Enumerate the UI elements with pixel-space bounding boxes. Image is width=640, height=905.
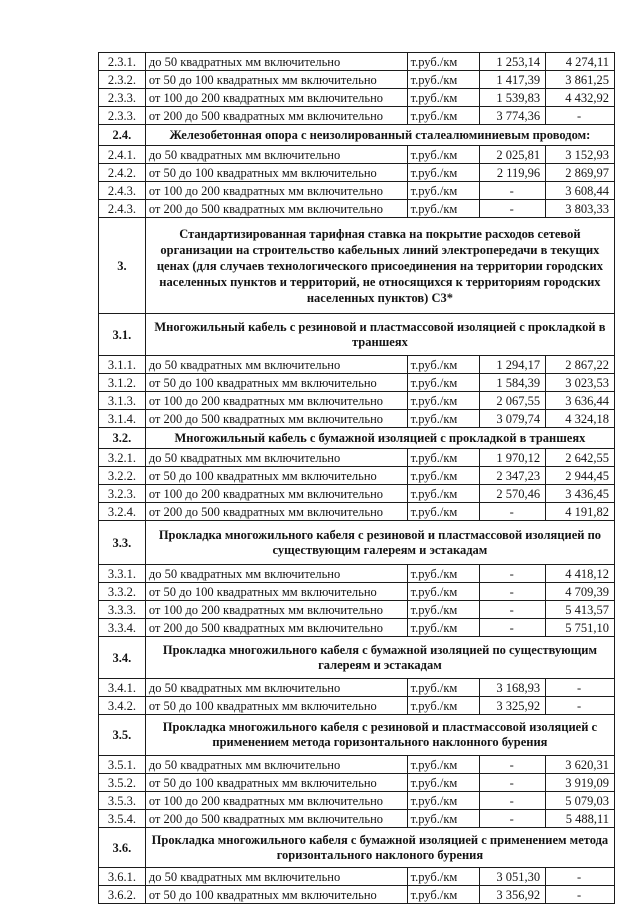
row-value-2: 2 869,97 <box>546 164 615 182</box>
row-unit: т.руб./км <box>407 164 480 182</box>
row-number: 3.2.2. <box>99 467 146 485</box>
row-value-1: - <box>480 182 546 200</box>
row-value-1: 1 970,12 <box>480 449 546 467</box>
row-value-1: - <box>480 774 546 792</box>
section-number: 2.4. <box>99 125 146 146</box>
row-number: 3.5.3. <box>99 792 146 810</box>
table-row <box>99 89 615 107</box>
row-description: от 100 до 200 квадратных мм включительно <box>145 392 407 410</box>
section-title: Многожильный кабель с резиновой и пластмассовой изоляцией с прокладкой в траншеях <box>145 314 614 356</box>
table-row <box>99 619 615 637</box>
row-description: от 100 до 200 квадратных мм включительно <box>145 485 407 503</box>
section-heading-row <box>99 715 615 756</box>
row-value-2: - <box>546 697 615 715</box>
row-number: 3.5.1. <box>99 756 146 774</box>
row-unit: т.руб./км <box>407 810 480 828</box>
row-unit: т.руб./км <box>407 679 480 697</box>
row-value-1: - <box>480 565 546 583</box>
row-number: 3.2.1. <box>99 449 146 467</box>
row-value-2: 3 803,33 <box>546 200 615 218</box>
row-value-2: 5 079,03 <box>546 792 615 810</box>
table-row <box>99 53 615 71</box>
row-number: 2.3.1. <box>99 53 146 71</box>
table-row <box>99 200 615 218</box>
row-number: 3.5.2. <box>99 774 146 792</box>
row-description: до 50 квадратных мм включительно <box>145 756 407 774</box>
row-number: 3.3.3. <box>99 601 146 619</box>
row-value-1: 2 570,46 <box>480 485 546 503</box>
table-row <box>99 449 615 467</box>
row-value-2: 2 642,55 <box>546 449 615 467</box>
table-row <box>99 182 615 200</box>
row-unit: т.руб./км <box>407 756 480 774</box>
row-number: 2.4.3. <box>99 200 146 218</box>
row-value-2: - <box>546 679 615 697</box>
row-description: от 100 до 200 квадратных мм включительно <box>145 792 407 810</box>
chapter-heading-row <box>99 218 615 314</box>
row-value-1: 3 051,30 <box>480 868 546 886</box>
section-title: Прокладка многожильного кабеля с резиновой и пластмассовой изоляцией с применением метода горизонтального наклонного бурения <box>145 715 614 756</box>
row-value-2: 3 608,44 <box>546 182 615 200</box>
row-value-2: 4 191,82 <box>546 503 615 521</box>
row-number: 2.4.1. <box>99 146 146 164</box>
row-value-1: 2 025,81 <box>480 146 546 164</box>
row-value-2: 5 488,11 <box>546 810 615 828</box>
row-description: от 50 до 100 квадратных мм включительно <box>145 886 407 904</box>
table-row <box>99 107 615 125</box>
row-description: от 50 до 100 квадратных мм включительно <box>145 583 407 601</box>
row-unit: т.руб./км <box>407 503 480 521</box>
row-value-1: 1 253,14 <box>480 53 546 71</box>
row-number: 3.4.2. <box>99 697 146 715</box>
row-number: 2.3.3. <box>99 89 146 107</box>
row-value-1: - <box>480 503 546 521</box>
row-unit: т.руб./км <box>407 467 480 485</box>
row-description: от 200 до 500 квадратных мм включительно <box>145 503 407 521</box>
row-unit: т.руб./км <box>407 146 480 164</box>
row-description: от 100 до 200 квадратных мм включительно <box>145 601 407 619</box>
row-number: 2.4.3. <box>99 182 146 200</box>
row-value-2: - <box>546 886 615 904</box>
row-number: 2.3.2. <box>99 71 146 89</box>
row-number: 3.6.1. <box>99 868 146 886</box>
row-value-1: 3 168,93 <box>480 679 546 697</box>
row-unit: т.руб./км <box>407 89 480 107</box>
row-value-2: - <box>546 107 615 125</box>
table-row <box>99 146 615 164</box>
row-value-1: 3 774,36 <box>480 107 546 125</box>
tariff-table-body <box>99 53 615 904</box>
table-row <box>99 467 615 485</box>
table-row <box>99 71 615 89</box>
row-value-1: 1 584,39 <box>480 374 546 392</box>
section-heading-row <box>99 637 615 679</box>
section-heading-row <box>99 521 615 565</box>
row-unit: т.руб./км <box>407 886 480 904</box>
row-value-2: 4 432,92 <box>546 89 615 107</box>
section-title: Стандартизированная тарифная ставка на покрытие расходов сетевой организации на строительство кабельных линий электропередачи в текущих ценах (для случаев технологического присоединения на территории городских населенных пунктов и территорий, не относящихся к территориям городских населенных пунктов) С3* <box>145 218 614 314</box>
row-value-1: 2 347,23 <box>480 467 546 485</box>
row-unit: т.руб./км <box>407 53 480 71</box>
row-description: от 50 до 100 квадратных мм включительно <box>145 774 407 792</box>
section-title: Многожильный кабель с бумажной изоляцией с прокладкой в траншеях <box>145 428 614 449</box>
row-value-2: 2 944,45 <box>546 467 615 485</box>
row-value-2: 3 436,45 <box>546 485 615 503</box>
row-value-2: 3 152,93 <box>546 146 615 164</box>
table-row <box>99 164 615 182</box>
section-number: 3.2. <box>99 428 146 449</box>
row-number: 3.2.4. <box>99 503 146 521</box>
table-row <box>99 697 615 715</box>
row-value-1: 3 325,92 <box>480 697 546 715</box>
row-unit: т.руб./км <box>407 410 480 428</box>
row-value-2: 4 324,18 <box>546 410 615 428</box>
row-description: до 50 квадратных мм включительно <box>145 565 407 583</box>
row-description: от 200 до 500 квадратных мм включительно <box>145 810 407 828</box>
row-number: 3.1.4. <box>99 410 146 428</box>
row-description: от 50 до 100 квадратных мм включительно <box>145 374 407 392</box>
row-unit: т.руб./км <box>407 200 480 218</box>
row-value-1: - <box>480 583 546 601</box>
section-heading-row <box>99 828 615 868</box>
row-value-2: 3 636,44 <box>546 392 615 410</box>
row-description: от 200 до 500 квадратных мм включительно <box>145 107 407 125</box>
row-number: 3.2.3. <box>99 485 146 503</box>
row-description: от 50 до 100 квадратных мм включительно <box>145 467 407 485</box>
row-value-1: 1 539,83 <box>480 89 546 107</box>
row-description: до 50 квадратных мм включительно <box>145 53 407 71</box>
row-unit: т.руб./км <box>407 774 480 792</box>
row-number: 3.5.4. <box>99 810 146 828</box>
row-value-1: - <box>480 756 546 774</box>
table-row <box>99 679 615 697</box>
row-unit: т.руб./км <box>407 792 480 810</box>
table-row <box>99 503 615 521</box>
table-row <box>99 356 615 374</box>
table-row <box>99 756 615 774</box>
row-value-2: 4 709,39 <box>546 583 615 601</box>
row-value-1: 3 079,74 <box>480 410 546 428</box>
row-value-1: - <box>480 601 546 619</box>
section-title: Прокладка многожильного кабеля с бумажной изоляцией с применением метода горизонтального наклоного бурения <box>145 828 614 868</box>
row-unit: т.руб./км <box>407 356 480 374</box>
row-unit: т.руб./км <box>407 601 480 619</box>
row-description: до 50 квадратных мм включительно <box>145 679 407 697</box>
section-title: Прокладка многожильного кабеля с бумажной изоляцией по существующим галереям и эстакадам <box>145 637 614 679</box>
row-value-2: 3 620,31 <box>546 756 615 774</box>
row-unit: т.руб./км <box>407 71 480 89</box>
row-value-2: 4 418,12 <box>546 565 615 583</box>
row-number: 2.4.2. <box>99 164 146 182</box>
row-number: 3.1.3. <box>99 392 146 410</box>
row-unit: т.руб./км <box>407 485 480 503</box>
table-row <box>99 792 615 810</box>
row-value-1: 1 417,39 <box>480 71 546 89</box>
row-number: 2.3.3. <box>99 107 146 125</box>
row-unit: т.руб./км <box>407 374 480 392</box>
row-unit: т.руб./км <box>407 583 480 601</box>
row-unit: т.руб./км <box>407 868 480 886</box>
section-title: Прокладка многожильного кабеля с резиновой и пластмассовой изоляцией по существующим галереям и эстакадам <box>145 521 614 565</box>
row-value-1: 3 356,92 <box>480 886 546 904</box>
row-description: от 50 до 100 квадратных мм включительно <box>145 164 407 182</box>
row-description: до 50 квадратных мм включительно <box>145 146 407 164</box>
section-heading-row <box>99 428 615 449</box>
row-number: 3.3.2. <box>99 583 146 601</box>
row-unit: т.руб./км <box>407 392 480 410</box>
section-number: 3.4. <box>99 637 146 679</box>
row-value-2: 5 413,57 <box>546 601 615 619</box>
section-number: 3.3. <box>99 521 146 565</box>
row-value-1: - <box>480 619 546 637</box>
row-value-1: 2 067,55 <box>480 392 546 410</box>
row-unit: т.руб./км <box>407 107 480 125</box>
row-value-1: 2 119,96 <box>480 164 546 182</box>
table-row <box>99 374 615 392</box>
table-row <box>99 886 615 904</box>
row-value-2: 4 274,11 <box>546 53 615 71</box>
row-description: до 50 квадратных мм включительно <box>145 356 407 374</box>
table-row <box>99 583 615 601</box>
row-value-2: 2 867,22 <box>546 356 615 374</box>
row-value-2: - <box>546 868 615 886</box>
section-number: 3.6. <box>99 828 146 868</box>
row-number: 3.4.1. <box>99 679 146 697</box>
row-value-1: - <box>480 810 546 828</box>
row-description: от 100 до 200 квадратных мм включительно <box>145 182 407 200</box>
row-unit: т.руб./км <box>407 619 480 637</box>
row-value-2: 3 023,53 <box>546 374 615 392</box>
row-value-2: 5 751,10 <box>546 619 615 637</box>
row-description: от 200 до 500 квадратных мм включительно <box>145 619 407 637</box>
section-number: 3.5. <box>99 715 146 756</box>
table-row <box>99 601 615 619</box>
table-row <box>99 410 615 428</box>
section-heading-row <box>99 314 615 356</box>
table-row <box>99 774 615 792</box>
row-number: 3.3.1. <box>99 565 146 583</box>
row-value-2: 3 861,25 <box>546 71 615 89</box>
table-row <box>99 868 615 886</box>
row-number: 3.1.1. <box>99 356 146 374</box>
row-description: от 100 до 200 квадратных мм включительно <box>145 89 407 107</box>
table-row <box>99 810 615 828</box>
tariff-table <box>98 52 615 904</box>
row-description: от 200 до 500 квадратных мм включительно <box>145 200 407 218</box>
row-number: 3.6.2. <box>99 886 146 904</box>
row-description: от 200 до 500 квадратных мм включительно <box>145 410 407 428</box>
row-description: от 50 до 100 квадратных мм включительно <box>145 697 407 715</box>
row-number: 3.3.4. <box>99 619 146 637</box>
section-heading-row <box>99 125 615 146</box>
row-value-1: 1 294,17 <box>480 356 546 374</box>
row-unit: т.руб./км <box>407 182 480 200</box>
section-title: Железобетонная опора с неизолированный сталеалюминиевым проводом: <box>145 125 614 146</box>
row-description: от 50 до 100 квадратных мм включительно <box>145 71 407 89</box>
table-row <box>99 392 615 410</box>
row-unit: т.руб./км <box>407 449 480 467</box>
table-row <box>99 485 615 503</box>
section-number: 3.1. <box>99 314 146 356</box>
row-value-2: 3 919,09 <box>546 774 615 792</box>
table-row <box>99 565 615 583</box>
row-unit: т.руб./км <box>407 565 480 583</box>
row-description: до 50 квадратных мм включительно <box>145 868 407 886</box>
row-unit: т.руб./км <box>407 697 480 715</box>
row-value-1: - <box>480 200 546 218</box>
row-value-1: - <box>480 792 546 810</box>
section-number: 3. <box>99 218 146 314</box>
row-number: 3.1.2. <box>99 374 146 392</box>
row-description: до 50 квадратных мм включительно <box>145 449 407 467</box>
